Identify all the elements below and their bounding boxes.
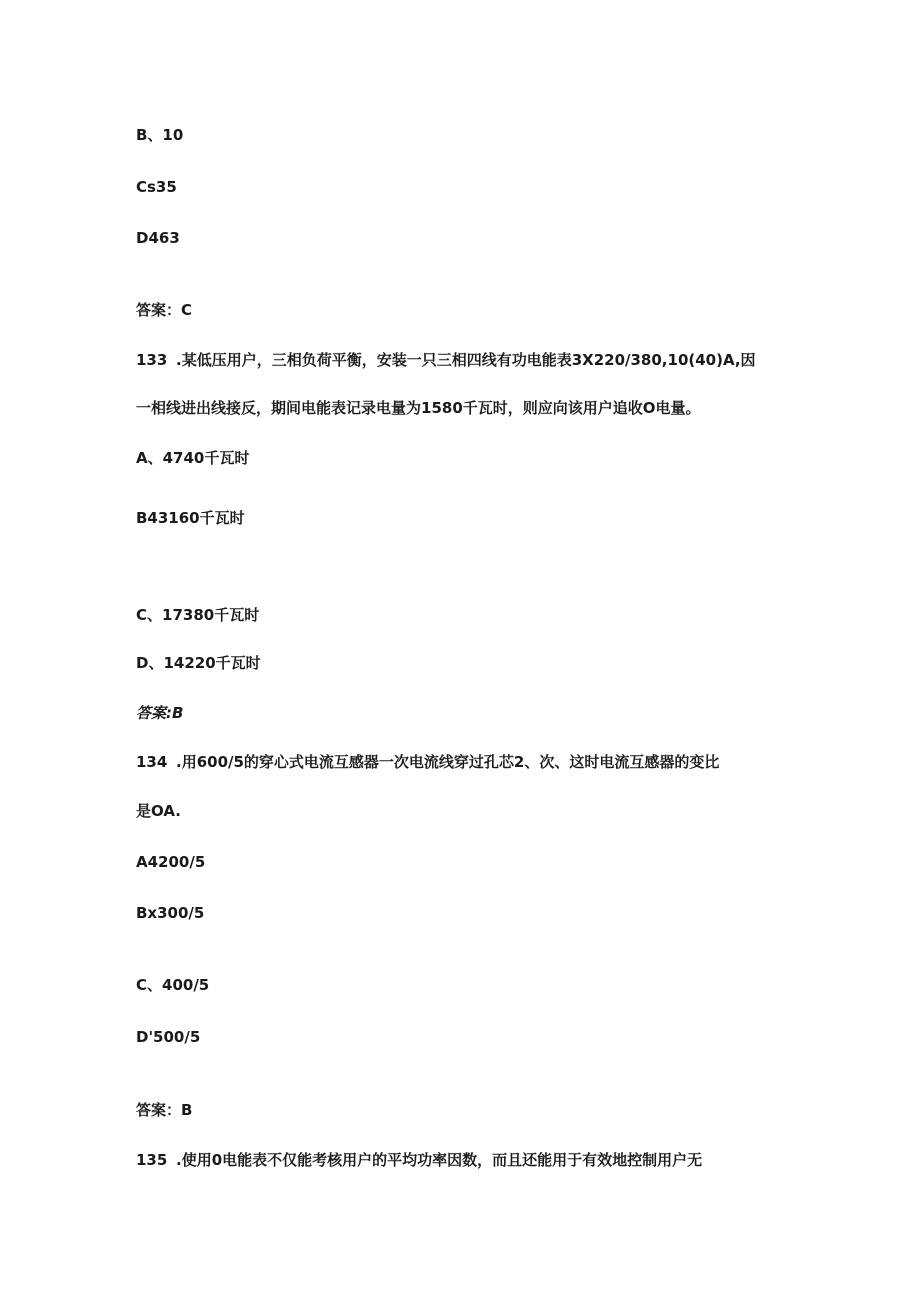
option-a-line: A4200/5 xyxy=(136,853,206,871)
option-b-line: B、10 xyxy=(136,126,184,144)
option-d-line: D'500/5 xyxy=(136,1028,201,1046)
question-text: .用600/5的穿心式电流互感器一次电流线穿过孔芯2、次、这时电流互感器的变比 xyxy=(176,753,720,771)
question-number: 133 xyxy=(136,351,168,369)
question-text: .使用0电能表不仅能考核用户的平均功率因数，而且还能用于有效地控制用户无 xyxy=(176,1151,703,1169)
question-135-line xyxy=(136,1150,702,1170)
answer-line: 答案:B xyxy=(136,704,184,722)
option-c-line: C、400/5 xyxy=(136,976,210,994)
question-number: 134 xyxy=(136,753,168,771)
question-133-line xyxy=(136,350,756,370)
option-b-line: Bx300/5 xyxy=(136,904,205,922)
question-134-line xyxy=(136,752,719,772)
option-c-line: C、17380千瓦时 xyxy=(136,606,260,624)
option-d-line: D、14220千瓦时 xyxy=(136,654,261,672)
question-text: .某低压用户，三相负荷平衡，安装一只三相四线有功电能表3X220/380,10(40)A,因 xyxy=(176,351,756,369)
question-134-continuation: 是OA. xyxy=(136,802,181,820)
option-d-line: D463 xyxy=(136,229,180,247)
question-number: 135 xyxy=(136,1151,168,1169)
answer-line: 答案：C xyxy=(136,301,193,319)
option-c-line: Cs35 xyxy=(136,178,177,196)
question-133-continuation: 一相线进出线接反，期间电能表记录电量为1580千瓦时，则应向该用户追收O电量。 xyxy=(136,399,701,417)
option-b-line: B43160千瓦时 xyxy=(136,509,245,527)
option-a-line: A、4740千瓦时 xyxy=(136,449,250,467)
answer-line: 答案：B xyxy=(136,1101,193,1119)
